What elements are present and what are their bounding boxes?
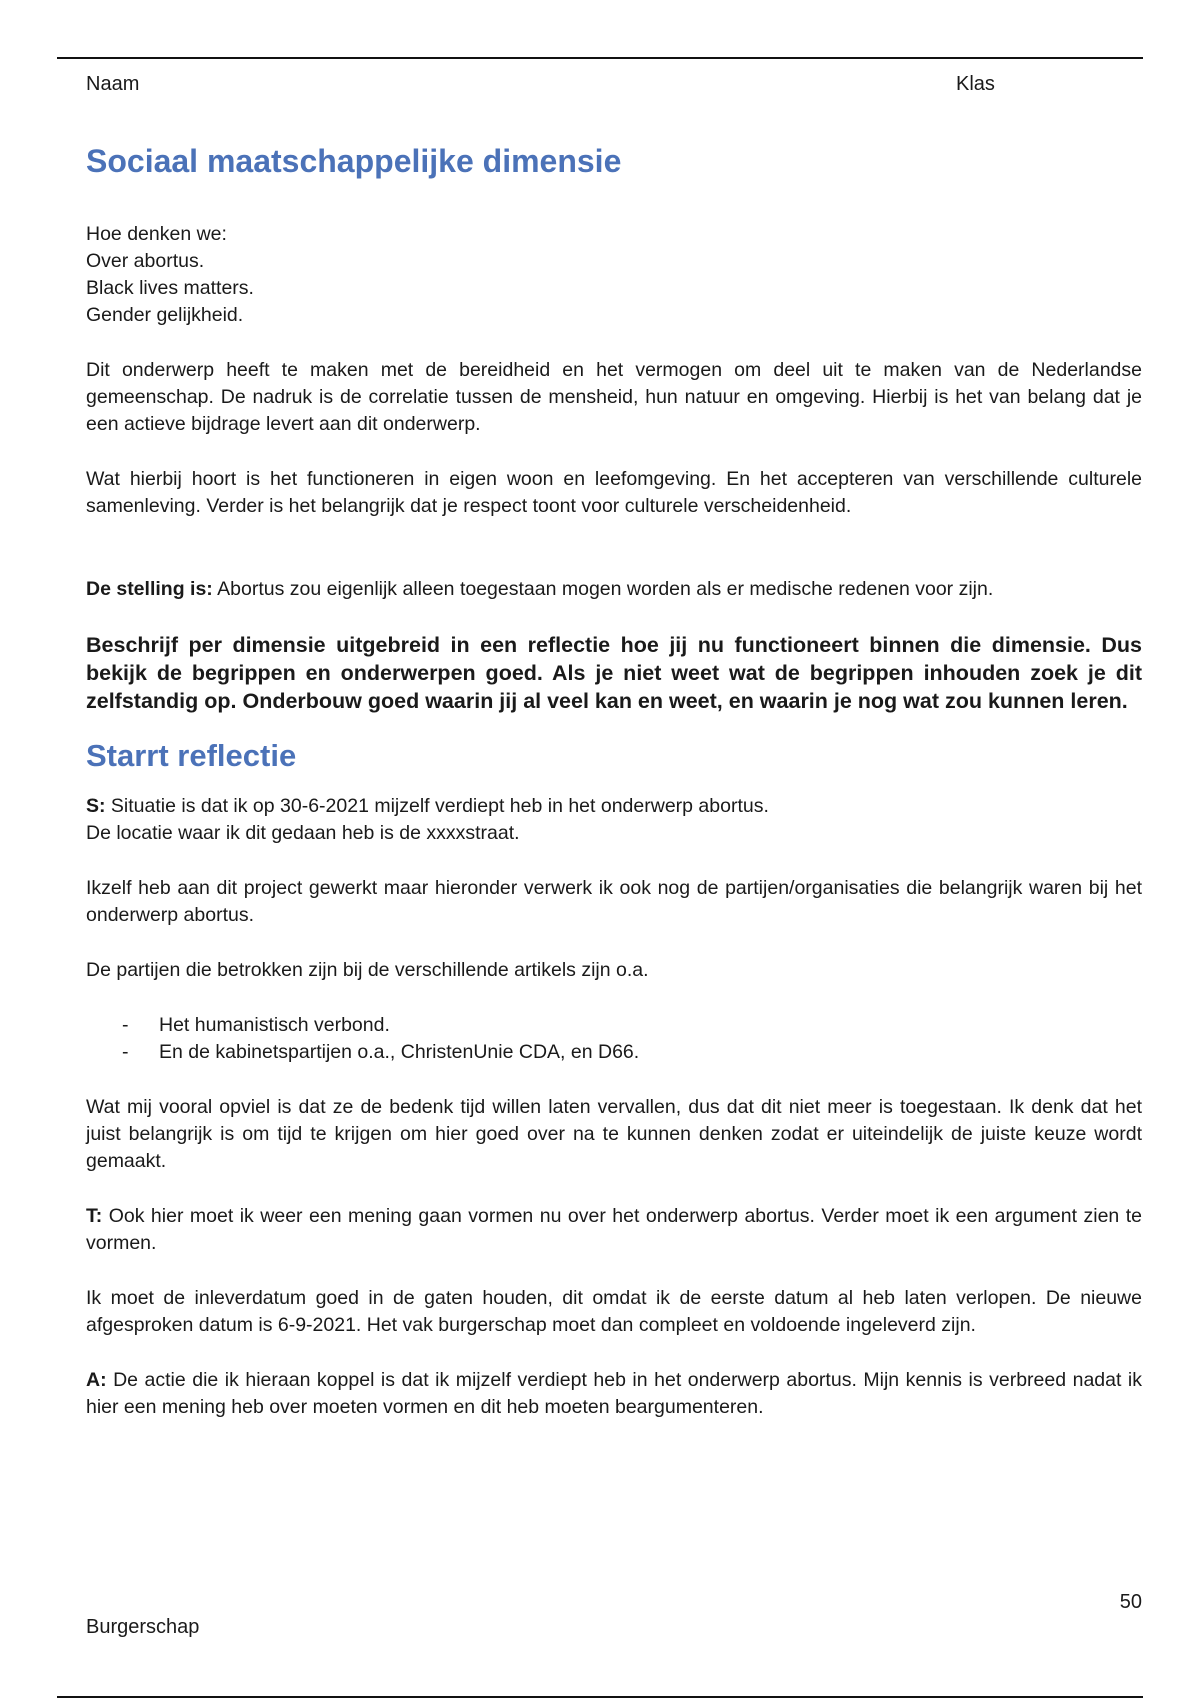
situation-text: Situatie is dat ik op 30-6-2021 mijzelf verdiept heb in het onderwerp abortus. [105,795,769,817]
action-text: De actie die ik hieraan koppel is dat ik mijzelf verdiept heb in het onderwerp abortus. Mijn kennis is verbreed nadat ik hier een mening heb over moeten vormen en dit heb moeten beargumenteren. [86,1369,1142,1418]
dash-bullet: - [122,1041,129,1063]
question-line: Hoe denken we: [86,223,227,245]
action-label: A: [86,1369,107,1391]
statement [86,576,1142,603]
location-line: De locatie waar ik dit gedaan heb is de xxxxstraat. [86,822,520,844]
dash-bullet: - [122,1014,129,1036]
parties-list [86,1012,1142,1066]
question-line: Black lives matters. [86,277,254,299]
section-title-starrt: Starrt reflectie [86,738,297,773]
question-line: Over abortus. [86,250,205,272]
page-number: 50 [1119,1591,1142,1613]
list-item-text: Het humanistisch verbond. [159,1014,390,1036]
document-body [86,137,1142,1421]
class-label: Klas [956,73,995,95]
section-title-dimension: Sociaal maatschappelijke dimensie [86,143,622,179]
parties-paragraph: De partijen die betrokken zijn bij de verschillende artikels zijn o.a. [86,959,649,981]
list-item-text: En de kabinetspartijen o.a., ChristenUnie CDA, en D66. [159,1041,640,1063]
instruction-paragraph: Beschrijf per dimensie uitgebreid in een reflectie hoe jij nu functioneert binnen die dimensie. Dus bekijk de begrippen en onderwerpen goed. Als je niet weet wat de begrippen inhouden zoek je dit zelfstandig op. Onderbouw goed waarin jij al veel kan en weet, en waarin je nog wat zou kunnen leren. [86,633,1142,713]
statement-text: Abortus zou eigenlijk alleen toegestaan mogen worden als er medische redenen voor zijn. [212,578,994,600]
noticed-paragraph: Wat mij vooral opviel is dat ze de bedenk tijd willen laten vervallen, dus dat dit niet meer is toegestaan. Ik denk dat het juist belangrijk is om tijd te krijgen om hier goed over na te kunnen denken zodat er uiteindelijk de juiste keuze wordt gemaakt. [86,1096,1142,1172]
header-rule [57,57,1143,59]
task-text: Ook hier moet ik weer een mening gaan vormen nu over het onderwerp abortus. Verder moet ik een argument zien te vormen. [86,1205,1142,1254]
footer-rule [57,1696,1143,1698]
project-paragraph: Ikzelf heb aan dit project gewerkt maar hieronder verwerk ik ook nog de partijen/organisaties die belangrijk waren bij het onderwerp abortus. [86,877,1142,926]
task-paragraph [86,1203,1142,1257]
action-paragraph [86,1367,1142,1421]
question-line: Gender gelijkheid. [86,304,244,326]
list-item [86,1012,1142,1039]
task-label: T: [86,1205,103,1227]
list-item [86,1039,1142,1066]
situation-line [86,793,1142,820]
intro-paragraph: Dit onderwerp heeft te maken met de bereidheid en het vermogen om deel uit te maken van de Nederlandse gemeenschap. De nadruk is de correlatie tussen de mensheid, hun natuur en omgeving. Hierbij is het van belang dat je een actieve bijdrage levert aan dit onderwerp. [86,359,1142,435]
functioning-paragraph: Wat hierbij hoort is het functioneren in eigen woon en leefomgeving. En het accepteren van verschillende culturele samenleving. Verder is het belangrijk dat je respect toont voor culturele verscheidenheid. [86,468,1142,517]
deadline-paragraph: Ik moet de inleverdatum goed in de gaten houden, dit omdat ik de eerste datum al heb laten verlopen. De nieuwe afgesproken datum is 6-9-2021. Het vak burgerschap moet dan compleet en voldoende ingeleverd zijn. [86,1287,1142,1336]
name-label: Naam [86,73,140,95]
statement-label: De stelling is: [86,578,213,600]
situation-label: S: [86,795,106,817]
footer-subject: Burgerschap [86,1616,200,1638]
